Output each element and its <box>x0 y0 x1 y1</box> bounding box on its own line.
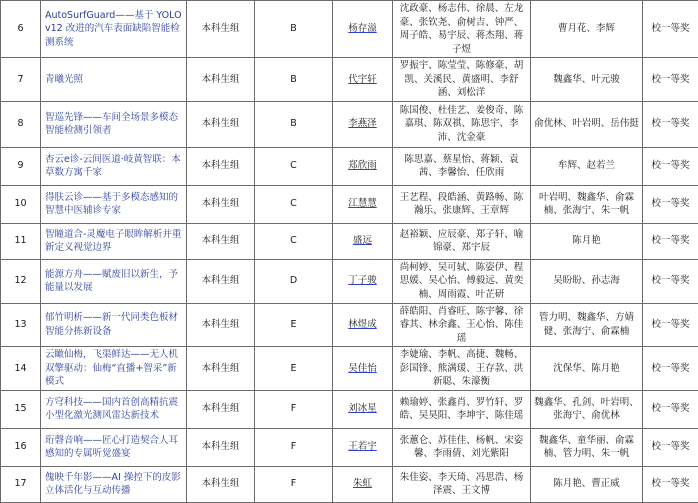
group-cell <box>187 303 255 347</box>
row-number-text: 14 <box>14 363 26 374</box>
prize-cell <box>643 101 698 147</box>
level-cell-text: C <box>290 160 297 171</box>
leader-cell-text: 林煜成 <box>348 319 377 330</box>
group-cell-text: 本科生组 <box>201 74 239 85</box>
leader-cell <box>333 147 393 185</box>
level-cell-text: E <box>290 363 296 374</box>
members-cell <box>393 259 531 303</box>
row-number-text: 17 <box>14 478 26 489</box>
level-cell-text: C <box>290 235 297 246</box>
advisors-cell-text: 吴盼盼、孙志海 <box>553 275 620 286</box>
level-cell <box>255 259 333 303</box>
level-cell-text: F <box>291 403 296 414</box>
table-row <box>1 428 698 466</box>
level-cell-text: D <box>290 275 297 286</box>
row-number-text: 9 <box>17 160 23 171</box>
advisors-cell <box>531 303 643 347</box>
leader-cell-text: 李燕泽 <box>348 118 377 129</box>
project-title <box>41 303 187 347</box>
leader-cell <box>333 223 393 259</box>
group-cell <box>187 101 255 147</box>
project-title-text: 杏云e诊-云间医道·岐黄智联：本草数方寓千家 <box>45 154 181 179</box>
group-cell-text: 本科生组 <box>201 160 239 171</box>
group-cell-text: 本科生组 <box>201 275 239 286</box>
row-number-text: 13 <box>14 319 26 330</box>
prize-cell <box>643 1 698 58</box>
level-cell <box>255 303 333 347</box>
level-cell <box>255 223 333 259</box>
members-cell <box>393 147 531 185</box>
prize-cell-text: 校一等奖 <box>651 478 689 489</box>
group-cell-text: 本科生组 <box>201 235 239 246</box>
level-cell <box>255 101 333 147</box>
prize-cell-text: 校一等奖 <box>651 403 689 414</box>
prize-cell <box>643 185 698 223</box>
advisors-cell-text: 俞优林、叶岩明、岳伟挺 <box>534 118 639 129</box>
project-title <box>41 390 187 428</box>
project-title <box>41 466 187 502</box>
row-number <box>1 303 41 347</box>
row-number <box>1 223 41 259</box>
row-number <box>1 185 41 223</box>
group-cell <box>187 390 255 428</box>
members-cell-text: 陈思嘉、蔡星怡、蒋颖、袁茜、李馨怡、任欣雨 <box>404 154 518 179</box>
advisors-cell <box>531 1 643 58</box>
leader-cell-text: 郑欣雨 <box>348 160 377 171</box>
group-cell <box>187 259 255 303</box>
table-row <box>1 223 698 259</box>
members-cell-text: 罗振宇、陈莹莹、陈修豪、胡凯、关溪民、黄盛明、李舒涵、刘松洋 <box>400 60 524 98</box>
prize-cell-text: 校一等奖 <box>651 74 689 85</box>
leader-cell-text: 丁子骏 <box>348 275 377 286</box>
group-cell-text: 本科生组 <box>201 478 239 489</box>
level-cell <box>255 390 333 428</box>
prize-cell <box>643 223 698 259</box>
project-title <box>41 223 187 259</box>
advisors-cell-text: 沈保华、陈月艳 <box>553 363 620 374</box>
level-cell-text: B <box>290 23 297 34</box>
project-title <box>41 58 187 102</box>
row-number <box>1 466 41 502</box>
advisors-cell <box>531 259 643 303</box>
project-title-text: AutoSurfGuard——基于 YOLOv12 改进的汽车表面缺陷智能检测系统 <box>45 10 182 48</box>
group-cell-text: 本科生组 <box>201 441 239 452</box>
level-cell-text: E <box>290 319 296 330</box>
row-number-text: 7 <box>17 74 23 85</box>
prize-cell <box>643 147 698 185</box>
table-row <box>1 1 698 58</box>
group-cell-text: 本科生组 <box>201 363 239 374</box>
members-cell <box>393 185 531 223</box>
group-cell <box>187 185 255 223</box>
prize-cell-text: 校一等奖 <box>651 363 689 374</box>
prize-cell <box>643 58 698 102</box>
project-title <box>41 101 187 147</box>
group-cell-text: 本科生组 <box>201 319 239 330</box>
group-cell-text: 本科生组 <box>201 198 239 209</box>
members-cell <box>393 1 531 58</box>
members-cell-text: 赵裕颖、应辰豪、郑子轩、喻锦豪、郑宇辰 <box>400 229 524 254</box>
level-cell <box>255 466 333 502</box>
row-number-text: 16 <box>14 441 26 452</box>
project-title-text: 智瞳道合-灵魔电子眼眸解析并重新定义视觉边界 <box>45 229 181 254</box>
project-title-text: 能源方舟——赋废旧以新生，予能量以发展 <box>45 269 178 294</box>
advisors-cell-text: 魏鑫华、孔剑、叶岩明、张海宁、俞优林 <box>534 397 639 422</box>
level-cell-text: F <box>291 441 296 452</box>
advisors-cell-text: 陈月艳 <box>572 235 601 246</box>
advisors-cell-text: 管力明、魏鑫华、方婧健、张海宁、俞霖楠 <box>539 312 634 337</box>
members-cell <box>393 223 531 259</box>
prize-cell-text: 校一等奖 <box>651 23 689 34</box>
group-cell <box>187 428 255 466</box>
row-number-text: 11 <box>14 235 26 246</box>
project-title-text: 云瞰仙梅，飞渠鲜达——无人机双擎驱动：仙梅“直播+智采”新模式 <box>45 349 178 387</box>
advisors-cell-text: 牟辉、赵若兰 <box>558 160 615 171</box>
project-title-text: 得肤云诊——基于多模态感知的智慧中医辅诊专家 <box>45 192 178 217</box>
level-cell-text: F <box>291 478 296 489</box>
leader-cell-text: 江慧慧 <box>348 198 377 209</box>
prize-cell <box>643 303 698 347</box>
members-cell-text: 陈国俊、杜佳艺、姜俊奇、陈嘉琪、陈双祺、陈思宇、李沛、沈金豪 <box>400 105 524 143</box>
project-title <box>41 1 187 58</box>
row-number <box>1 428 41 466</box>
table-row <box>1 466 698 502</box>
leader-cell <box>333 466 393 502</box>
table-row <box>1 101 698 147</box>
table-body <box>1 1 698 503</box>
table-row <box>1 58 698 102</box>
members-cell-text: 薛皓阳、肖睿旺、陈宇馨、徐睿其、林余鑫、王心怡、陈佳瑶 <box>400 306 524 344</box>
prize-cell-text: 校一等奖 <box>651 118 689 129</box>
group-cell <box>187 223 255 259</box>
advisors-cell <box>531 428 643 466</box>
level-cell <box>255 185 333 223</box>
project-title <box>41 428 187 466</box>
table-row <box>1 185 698 223</box>
leader-cell-text: 杨存溢 <box>348 23 377 34</box>
leader-cell-text: 朱虹 <box>353 478 372 489</box>
prize-cell <box>643 466 698 502</box>
advisors-cell <box>531 101 643 147</box>
row-number-text: 12 <box>14 275 26 286</box>
members-cell-text: 张蕙仑、苏佳佳、杨帆、宋姿馨、李雨倩、刘光紫阳 <box>400 435 524 460</box>
members-cell <box>393 101 531 147</box>
advisors-cell <box>531 147 643 185</box>
advisors-cell <box>531 223 643 259</box>
advisors-cell-text: 陈月艳、曹正威 <box>553 478 620 489</box>
prize-cell-text: 校一等奖 <box>651 198 689 209</box>
leader-cell <box>333 428 393 466</box>
project-title-text: 傀映千年影——AI 操控下的皮影立体活化与互动传播 <box>45 472 181 497</box>
project-title-text: 方穹科技——国内首创高精抗震小型化激光测风雷达新技术 <box>45 397 178 422</box>
group-cell <box>187 347 255 391</box>
group-cell <box>187 466 255 502</box>
leader-cell-text: 吴佳怡 <box>348 363 377 374</box>
members-cell <box>393 428 531 466</box>
members-cell-text: 沈政豪、杨志伟、徐晨、左龙豪、张钦尧、俞树吉、钟严、周子皓、易宇辰、蒋杰翔、蒋子煜 <box>400 3 524 55</box>
level-cell <box>255 1 333 58</box>
advisors-cell <box>531 58 643 102</box>
table-row <box>1 347 698 391</box>
leader-cell-text: 王若宇 <box>348 441 377 452</box>
row-number-text: 6 <box>17 23 23 34</box>
advisors-cell-text: 魏鑫华、童华丽、俞霖楠、管力明、朱一帆 <box>539 435 634 460</box>
table-row <box>1 259 698 303</box>
leader-cell <box>333 185 393 223</box>
advisors-cell-text: 叶岩明、魏鑫华、俞霖楠、张海宁、朱一帆 <box>539 192 634 217</box>
project-title-text: 珩磬音响——匠心打造契合人耳感知的专属听觉盛宴 <box>45 435 178 460</box>
prize-cell <box>643 259 698 303</box>
prize-cell <box>643 428 698 466</box>
project-title-text: 智巡先锋——车间全场景多模态智能检测引领者 <box>45 112 178 137</box>
members-cell <box>393 347 531 391</box>
row-number <box>1 390 41 428</box>
group-cell <box>187 147 255 185</box>
prize-cell-text: 校一等奖 <box>651 275 689 286</box>
group-cell-text: 本科生组 <box>201 403 239 414</box>
row-number <box>1 101 41 147</box>
project-title <box>41 347 187 391</box>
advisors-cell <box>531 390 643 428</box>
advisors-cell <box>531 347 643 391</box>
project-title-text: 青曦光照 <box>45 74 83 85</box>
members-cell <box>393 58 531 102</box>
members-cell-text: 尚柯婷、吴可轼、陈姿伊、程思媛、吴心怡、傅毅远、黄奕楠、周雨霞、叶芷研 <box>400 262 524 300</box>
members-cell-text: 朱佳姿、李天琦、冯思浩、杨泽震、王文博 <box>400 472 524 497</box>
level-cell-text: B <box>290 118 297 129</box>
prize-cell-text: 校一等奖 <box>651 441 689 452</box>
prize-cell <box>643 390 698 428</box>
advisors-cell <box>531 466 643 502</box>
leader-cell <box>333 1 393 58</box>
members-cell-text: 李婕瑜、李帆、高捷、魏畅、彭国锋、熊满瑗、王存款、洪新聪、朱濠衡 <box>400 349 524 387</box>
members-cell <box>393 303 531 347</box>
level-cell <box>255 347 333 391</box>
leader-cell <box>333 390 393 428</box>
leader-cell <box>333 303 393 347</box>
row-number <box>1 259 41 303</box>
project-title <box>41 185 187 223</box>
leader-cell <box>333 101 393 147</box>
table-row <box>1 147 698 185</box>
advisors-cell <box>531 185 643 223</box>
level-cell <box>255 147 333 185</box>
prize-cell-text: 校一等奖 <box>651 160 689 171</box>
prize-cell <box>643 347 698 391</box>
leader-cell-text: 刘冰星 <box>348 403 377 414</box>
group-cell <box>187 1 255 58</box>
row-number <box>1 347 41 391</box>
group-cell-text: 本科生组 <box>201 23 239 34</box>
table-row <box>1 390 698 428</box>
group-cell-text: 本科生组 <box>201 118 239 129</box>
row-number <box>1 58 41 102</box>
members-cell <box>393 466 531 502</box>
leader-cell <box>333 58 393 102</box>
row-number <box>1 1 41 58</box>
prize-cell-text: 校一等奖 <box>651 235 689 246</box>
row-number-text: 8 <box>17 118 23 129</box>
row-number-text: 15 <box>14 403 26 414</box>
project-title-text: 郁竹明析——新一代同类色板材智能分拣新设备 <box>45 312 178 337</box>
leader-cell <box>333 259 393 303</box>
members-cell <box>393 390 531 428</box>
project-title <box>41 259 187 303</box>
advisors-cell-text: 魏鑫华、叶元骏 <box>553 74 620 85</box>
advisors-cell-text: 曹月花、李辉 <box>558 23 615 34</box>
members-cell-text: 王艺程、段皓涵、黄路畅、陈瀚乐、张康辉、王章辉 <box>400 192 524 217</box>
row-number-text: 10 <box>14 198 26 209</box>
prize-cell-text: 校一等奖 <box>651 319 689 330</box>
leader-cell <box>333 347 393 391</box>
project-title <box>41 147 187 185</box>
table-row <box>1 303 698 347</box>
level-cell <box>255 428 333 466</box>
level-cell <box>255 58 333 102</box>
level-cell-text: C <box>290 198 297 209</box>
leader-cell-text: 代宇轩 <box>348 74 377 85</box>
members-cell-text: 赖瑜婷、张鑫肖、罗竹轩、罗皓、吴昊阳、李坤宇、陈佳瑶 <box>400 397 524 422</box>
leader-cell-text: 盛远 <box>353 235 372 246</box>
row-number <box>1 147 41 185</box>
group-cell <box>187 58 255 102</box>
level-cell-text: B <box>290 74 297 85</box>
